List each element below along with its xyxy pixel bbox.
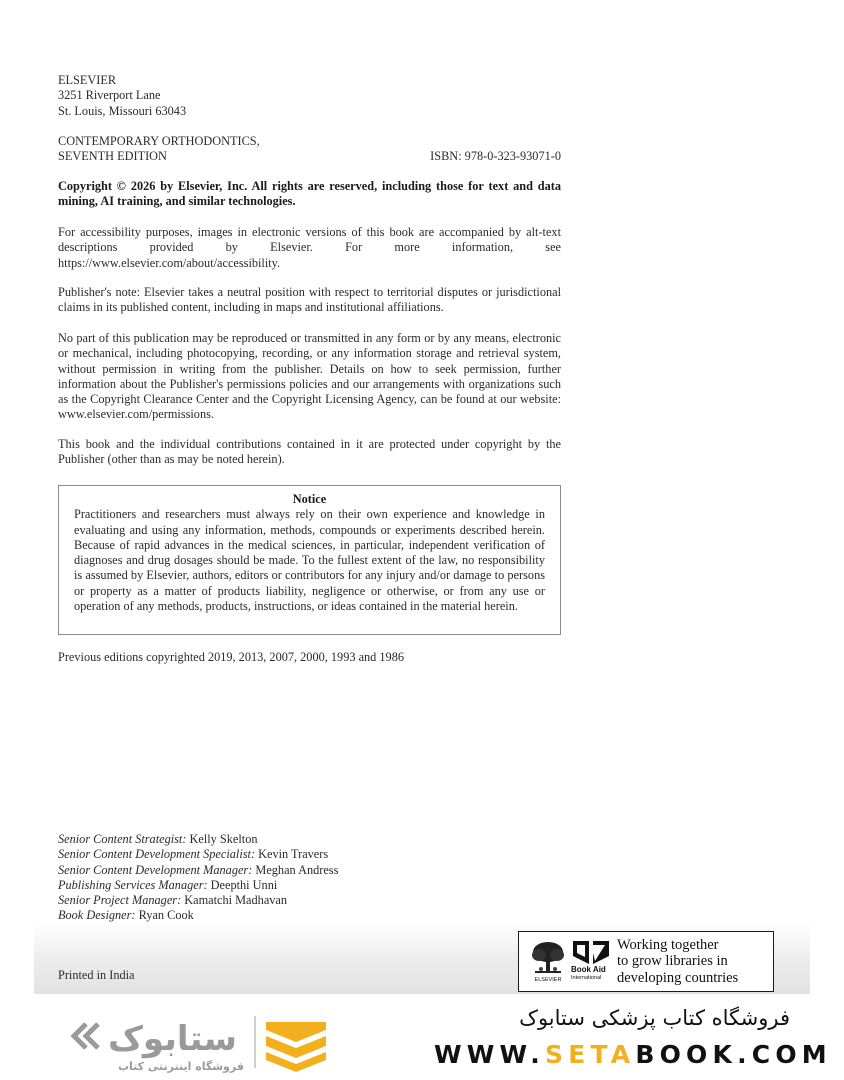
setabook-store-name: فروشگاه کتاب پزشکی ستابوک bbox=[519, 1006, 790, 1030]
credit-role: Senior Content Strategist: bbox=[58, 832, 187, 846]
publisher-name: ELSEVIER bbox=[58, 73, 117, 87]
address-line-1: 3251 Riverport Lane bbox=[58, 88, 161, 103]
credit-role: Senior Content Development Specialist: bbox=[58, 847, 256, 862]
notice-body: Practitioners and researchers must always rely on their own experience and knowledge in evaluating and using any information, methods, compounds or experiments described herein. Because of rapid advances in the medical sciences, in particular, independent verification of diagnoses and drug dosages should be made. To the fullest extent of the law, no responsibility is assumed by Elsevier, authors, editors or contributors for any injury and/or damage to persons or property as a matter of products liability, negligence or otherwise, or from any use or operation of any methods, products, instructions, or ideas contained in the material herein. bbox=[74, 507, 545, 614]
credit-line bbox=[58, 832, 561, 847]
copyright-statement: Copyright © 2026 by Elsevier, Inc. All rights are reserved, including those for text and data mining, AI training, and similar technologies. bbox=[58, 179, 561, 209]
copyright-protection-paragraph: This book and the individual contributions contained in it are protected under copyright by the Publisher (other than as may be noted herein). bbox=[58, 437, 561, 467]
permissions-paragraph: No part of this publication may be reproduced or transmitted in any form or by any means, electronic or mechanical, including photocopying, recording, or any information storage and retrieval system, without permission in writing from the publisher. Details on how to seek permission, further information about the Publisher's permissions policies and our arrangements with organizations such as the Copyright Clearance Center and the Copyright Licensing Agency, can be found at our website: www.elsevier.com/permissions. bbox=[58, 331, 561, 422]
notice-title: Notice bbox=[292, 492, 327, 506]
url-suffix: BOOK.COM bbox=[635, 1040, 832, 1069]
book-aid-banner bbox=[518, 931, 774, 992]
book-aid-slogan bbox=[617, 937, 738, 987]
credit-role: Senior Content Development Manager: bbox=[58, 862, 253, 877]
setabook-logo bbox=[68, 1012, 338, 1074]
credit-line bbox=[58, 847, 561, 862]
book-title-line-2: SEVENTH EDITION bbox=[58, 149, 167, 164]
book-aid-logo-sublabel: International bbox=[571, 974, 602, 981]
slogan-line-1: Working together bbox=[617, 936, 719, 953]
credit-name: Ryan Cook bbox=[138, 908, 194, 923]
setabook-logo-subtext: فروشگاه اینترنتی کتاب bbox=[118, 1060, 244, 1073]
credit-role: Senior Project Manager: bbox=[58, 893, 182, 908]
credit-line bbox=[58, 863, 561, 878]
elsevier-tree-logo bbox=[529, 939, 567, 985]
address-line-2: St. Louis, Missouri 63043 bbox=[58, 103, 187, 118]
book-aid-logo-label: Book Aid bbox=[571, 964, 606, 974]
book-aid-logo bbox=[571, 939, 611, 985]
accessibility-paragraph: For accessibility purposes, images in electronic versions of this book are accompanied by alt-text descriptions provided by Elsevier. For more information, see https://www.elsevier.com/about/accessibility. bbox=[58, 225, 561, 270]
slogan-line-2: to grow libraries in bbox=[617, 953, 728, 970]
credit-name: Meghan Andress bbox=[255, 862, 339, 877]
credit-name: Kevin Travers bbox=[258, 847, 329, 862]
isbn: ISBN: 978-0-323-93071-0 bbox=[430, 149, 561, 164]
credit-line bbox=[58, 893, 561, 908]
credit-role: Book Designer: bbox=[58, 908, 136, 923]
slogan-line-3: developing countries bbox=[617, 969, 739, 986]
credit-name: Deepthi Unni bbox=[210, 877, 278, 892]
url-highlight: SETA bbox=[545, 1040, 636, 1069]
credit-name: Kelly Skelton bbox=[189, 832, 258, 846]
publishers-note: Publisher's note: Elsevier takes a neutral position with respect to territorial disputes or jurisdictional claims in its published content, including in maps and institutional affiliations. bbox=[58, 285, 561, 315]
credit-line bbox=[58, 878, 561, 893]
setabook-url bbox=[434, 1040, 832, 1069]
setabook-logo-text: ستابوک bbox=[108, 1019, 237, 1059]
publisher-address bbox=[58, 73, 561, 119]
notice-box bbox=[58, 485, 561, 635]
book-title-line-1: CONTEMPORARY ORTHODONTICS, bbox=[58, 134, 260, 148]
printed-in: Printed in India bbox=[58, 968, 135, 982]
credits-list bbox=[58, 832, 561, 924]
credit-name: Kamatchi Madhavan bbox=[184, 893, 288, 908]
credit-role: Publishing Services Manager: bbox=[58, 877, 208, 892]
elsevier-logo-label: ELSEVIER bbox=[534, 976, 562, 983]
book-title-block bbox=[58, 134, 561, 165]
url-prefix: WWW. bbox=[434, 1040, 545, 1069]
previous-editions: Previous editions copyrighted 2019, 2013, 2007, 2000, 1993 and 1986 bbox=[58, 650, 404, 664]
